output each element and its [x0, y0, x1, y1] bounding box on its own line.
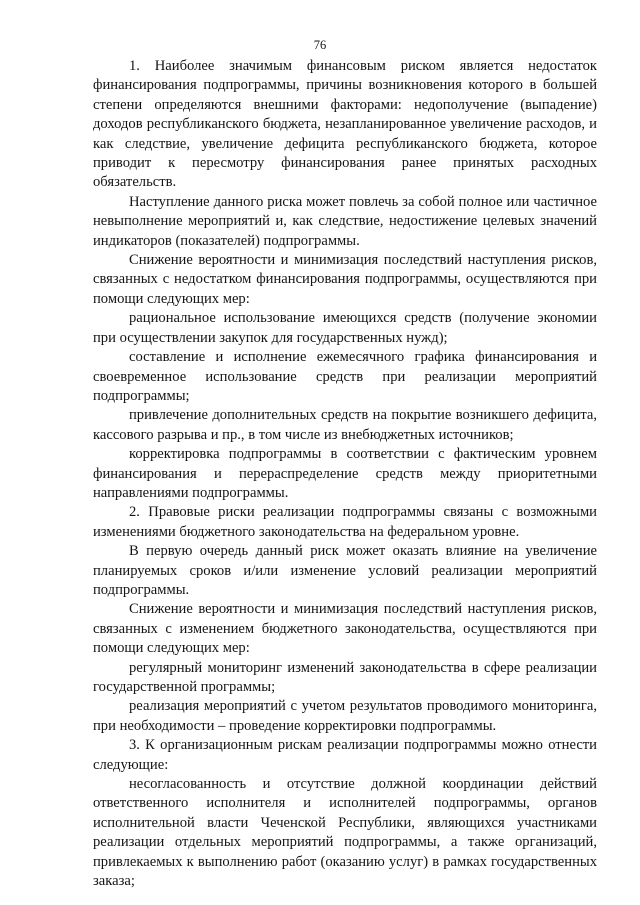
paragraph-measure-monitoring: регулярный мониторинг изменений законодательства в сфере реализации государственной программы; — [93, 659, 597, 695]
paragraph-measure-implementation: реализация мероприятий с учетом результатов проводимого мониторинга, при необходимости – проведение корректировки подпрограммы. — [93, 698, 597, 734]
paragraph-legal-risk-impact: В первую очередь данный риск может оказать влияние на увеличение планируемых сроков и/или изменение условий реализации мероприятий подпрограммы. — [93, 543, 597, 598]
paragraph-legal-measures-intro: Снижение вероятности и минимизация последствий наступления рисков, связанных с изменением бюджетного законодательства, осуществляются при помощи следующих мер: — [93, 601, 597, 657]
paragraph-measure-rational-use: рациональное использование имеющихся средств (получение экономии при осуществлении закупок для государственных нужд); — [93, 310, 597, 346]
paragraph-measure-adjustment: корректировка подпрограммы в соответствии с фактическим уровнем финансирования и перераспределение средств между приоритетными направлениями подпрограммы. — [93, 446, 597, 501]
paragraph-financial-measures-intro: Снижение вероятности и минимизация последствий наступления рисков, связанных с недостатком финансирования подпрограммы, осуществляются при помощи следующих мер: — [93, 252, 597, 307]
paragraph-measure-monthly-schedule: составление и исполнение ежемесячного графика финансирования и своевременное использование средств при реализации мероприятий подпрограммы; — [93, 349, 597, 404]
paragraph-financial-risk: 1. Наиболее значимым финансовым риском является недостаток финансирования подпрограммы, причины возникновения которого в большей степени определяются внешними факторами: недополучение (выпадение) доходов республиканского бюджета, незапланированное увеличение расходов, и как следствие, увеличение дефицита республиканского бюджета, которое приводит к пересмотру финансирования ранее принятых расходных обязательств. — [93, 58, 597, 191]
paragraph-coordination-risk: несогласованность и отсутствие должной координации действий ответственного исполнителя и исполнителей подпрограммы, органов исполнительной власти Чеченской Республики, являющихся участниками реализации отдельных мероприятий подпрограммы, а также организаций, привлекаемых к выполнению работ (оказанию услуг) в рамках государственных заказа; — [93, 776, 597, 890]
document-body — [93, 57, 597, 891]
paragraph-organizational-risk: 3. К организационным рискам реализации подпрограммы можно отнести следующие: — [93, 737, 597, 773]
paragraph-risk-consequence: Наступление данного риска может повлечь за собой полное или частичное невыполнение мероприятий и, как следствие, недостижение целевых значений индикаторов (показателей) подпрограммы. — [93, 193, 597, 249]
paragraph-measure-additional-funds: привлечение дополнительных средств на покрытие возникшего дефицита, кассового разрыва и пр., в том числе из внебюджетных источников; — [93, 407, 597, 443]
page-number: 76 — [313, 38, 327, 52]
paragraph-legal-risk: 2. Правовые риски реализации подпрограммы связаны с возможными изменениями бюджетного законодательства на федеральном уровне. — [93, 504, 597, 540]
